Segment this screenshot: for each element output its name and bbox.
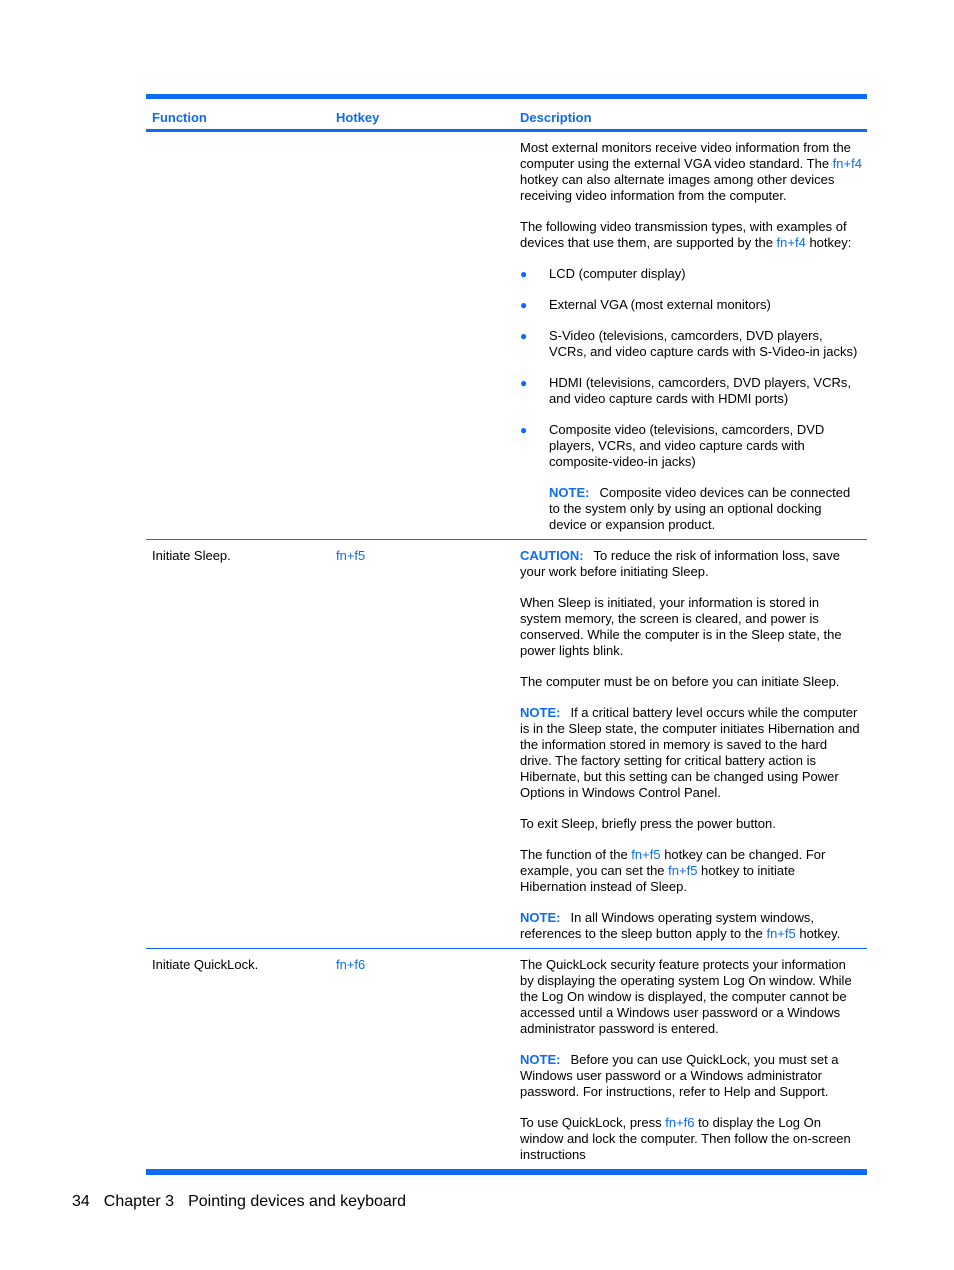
note-text: Composite video devices can be connected to the system only by using an optional docking device or expansion product. [549, 485, 851, 532]
text: to display the Log On window and lock the computer. Then follow the on-screen instructions [520, 1115, 851, 1162]
function-cell: Initiate QuickLock. [152, 957, 259, 972]
header-function: Function [152, 110, 207, 125]
list-item [520, 266, 862, 282]
hotkey-cell: fn+f5 [336, 548, 366, 563]
list-item-text: LCD (computer display) [549, 266, 686, 281]
description-cell [520, 132, 862, 539]
bullet-icon: ● [520, 423, 528, 437]
list-item [520, 422, 862, 470]
note-text: If a critical battery level occurs while the computer is in the Sleep state, the computer initiates Hibernation and the information stored in memory is saved to the hard drive. The factory setting for critical battery action is Hibernate, but this setting can be changed using Power Options in Windows Control Panel. [520, 705, 860, 800]
note-label: NOTE: [520, 705, 561, 720]
description-cell [520, 949, 862, 1169]
note-text: Before you can use QuickLock, you must set a Windows user password or a Windows administrator password. For instructions, refer to Help and Support. [520, 1052, 839, 1099]
header-description: Description [520, 110, 592, 125]
video-types-list [520, 266, 862, 470]
hotkey-link: fn+f4 [776, 235, 806, 250]
hotkey-link: fn+f5 [631, 847, 661, 862]
note [520, 1052, 862, 1100]
note [520, 485, 862, 533]
hotkey-link: fn+f4 [832, 156, 862, 171]
note-label: NOTE: [520, 1052, 561, 1067]
text: hotkey can be changed. For example, you can set the [520, 847, 826, 878]
bullet-icon: ● [520, 329, 528, 343]
paragraph: The QuickLock security feature protects your information by displaying the operating system Log On window. While the Log On window is displayed, the computer cannot be accessed until a Windows user password or a Windows administrator password is entered. [520, 957, 852, 1036]
note-label: NOTE: [549, 485, 590, 500]
note [520, 910, 862, 942]
table-header-row [146, 99, 867, 129]
list-item [520, 375, 862, 407]
text: hotkey can also alternate images among other devices receiving video information from the computer. [520, 172, 835, 203]
list-item-text: External VGA (most external monitors) [549, 297, 771, 312]
text: The following video transmission types, with examples of devices that use them, are supported by the [520, 219, 847, 250]
table-row [146, 540, 867, 949]
header-hotkey: Hotkey [336, 110, 380, 125]
paragraph: The computer must be on before you can initiate Sleep. [520, 674, 840, 689]
paragraph [520, 847, 862, 895]
caution-text: To reduce the risk of information loss, save your work before initiating Sleep. [520, 548, 840, 579]
text: hotkey: [805, 235, 852, 250]
text: Most external monitors receive video information from the computer using the external VGA video standard. The [520, 140, 851, 171]
text: hotkey to initiate Hibernation instead of Sleep. [520, 863, 795, 894]
paragraph [520, 140, 862, 204]
chapter-title: Pointing devices and keyboard [188, 1193, 406, 1210]
page-number: 34 [72, 1193, 90, 1210]
note-label: NOTE: [520, 910, 561, 925]
description-cell [520, 540, 862, 948]
list-item-text: HDMI (televisions, camcorders, DVD players, VCRs, and video capture cards with HDMI ports) [549, 375, 851, 406]
text: To use QuickLock, press [520, 1115, 666, 1130]
note-text: In all Windows operating system windows, references to the sleep button apply to the [520, 910, 814, 941]
hotkey-cell: fn+f6 [336, 957, 366, 972]
paragraph [520, 1115, 862, 1163]
paragraph [520, 219, 862, 251]
table-bottom-rule [146, 1170, 867, 1175]
list-item-text: Composite video (televisions, camcorders, DVD players, VCRs, and video capture cards with composite-video-in jacks) [549, 422, 825, 469]
page-footer [72, 1193, 420, 1211]
caution-label: CAUTION: [520, 548, 584, 563]
text: The function of the [520, 847, 632, 862]
bullet-icon: ● [520, 298, 528, 312]
list-item [520, 297, 862, 313]
hotkey-link: fn+f5 [766, 926, 796, 941]
list-item-text: S-Video (televisions, camcorders, DVD players, VCRs, and video capture cards with S-Video-in jacks) [549, 328, 858, 359]
paragraph: To exit Sleep, briefly press the power button. [520, 816, 776, 831]
hotkey-table [146, 94, 867, 1175]
table-row [146, 132, 867, 540]
bullet-icon: ● [520, 376, 528, 390]
function-cell: Initiate Sleep. [152, 548, 231, 563]
bullet-icon: ● [520, 267, 528, 281]
note-text: hotkey. [795, 926, 841, 941]
list-item [520, 328, 862, 360]
hotkey-link: fn+f5 [668, 863, 698, 878]
table-row [146, 949, 867, 1170]
chapter-label: Chapter 3 [103, 1193, 175, 1210]
note [520, 705, 862, 801]
hotkey-link: fn+f6 [665, 1115, 695, 1130]
caution [520, 548, 862, 580]
paragraph: When Sleep is initiated, your information is stored in system memory, the screen is cleared, and power is conserved. While the computer is in the Sleep state, the power lights blink. [520, 595, 842, 658]
